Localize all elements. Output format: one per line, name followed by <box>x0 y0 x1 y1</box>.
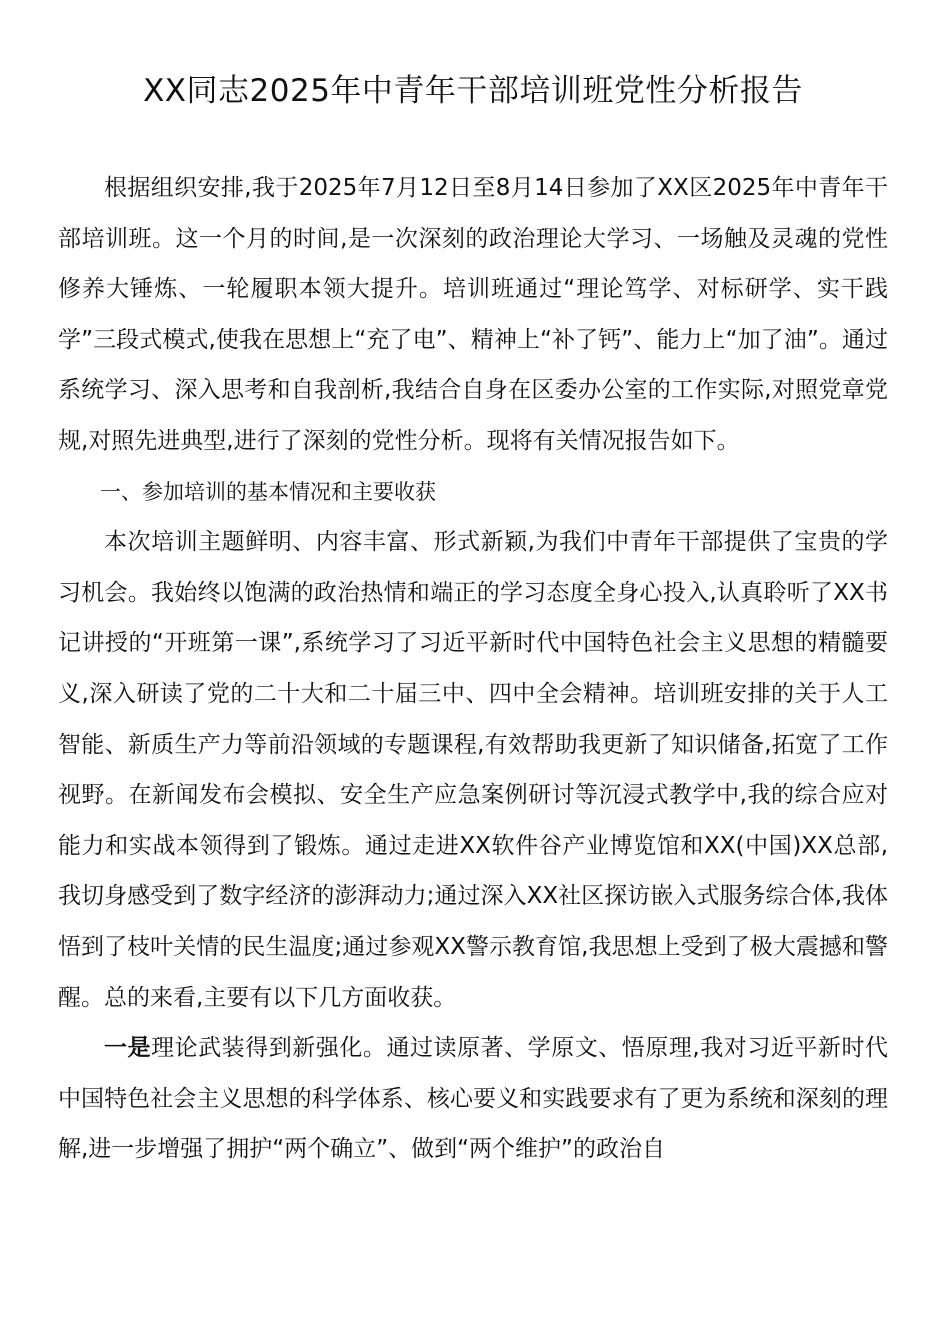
document-title: XX同志2025年中青年干部培训班党性分析报告 <box>143 73 803 109</box>
section-heading-1: 一、参加培训的基本情况和主要收获 <box>100 479 436 504</box>
document-body <box>58 163 888 1175</box>
intro-paragraph: 根据组织安排,我于2025年7月12日至8月14日参加了XX区2025年中青年干部培训班。这一个月的时间,是一次深刻的政治理论大学习、一场触及灵魂的党性修养大锤炼、一轮履职本领大提升。培训班通过“理论笃学、对标研学、实干践学”三段式模式,使我在思想上“充了电”、精神上“补了钙”、能力上“加了油”。通过系统学习、深入思考和自我剖析,我结合自身在区委办公室的工作实际,对照党章党规,对照先进典型,进行了深刻的党性分析。现将有关情况报告如下。 <box>58 175 888 454</box>
section-1-paragraph: 本次培训主题鲜明、内容丰富、形式新颖,为我们中青年干部提供了宝贵的学习机会。我始终以饱满的政治热情和端正的学习态度全身心投入,认真聆听了XX书记讲授的“开班第一课”,系统学习了习近平新时代中国特色社会主义思想的精髓要义,深入研读了党的二十大和二十届三中、四中全会精神。培训班安排的关于人工智能、新质生产力等前沿领域的专题课程,有效帮助我更新了知识储备,拓宽了工作视野。在新闻发布会模拟、安全生产应急案例研讨等沉浸式教学中,我的综合应对能力和实战本领得到了锻炼。通过走进XX软件谷产业博览馆和XX(中国)XX总部,我切身感受到了数字经济的澎湃动力;通过深入XX社区探访嵌入式服务综合体,我体悟到了枝叶关情的民生温度;通过参观XX警示教育馆,我思想上受到了极大震撼和警醒。总的来看,主要有以下几方面收获。 <box>58 529 888 1011</box>
gain-1-lead: 一是 <box>104 1035 152 1062</box>
gain-1-paragraph <box>58 1023 888 1175</box>
gain-1-text: 理论武装得到新强化。通过读原著、学原文、悟原理,我对习近平新时代中国特色社会主义思想的科学体系、核心要义和实践要求有了更为系统和深刻的理解,进一步增强了拥护“两个确立”、做到“两个维护”的政治自 <box>58 1035 889 1163</box>
